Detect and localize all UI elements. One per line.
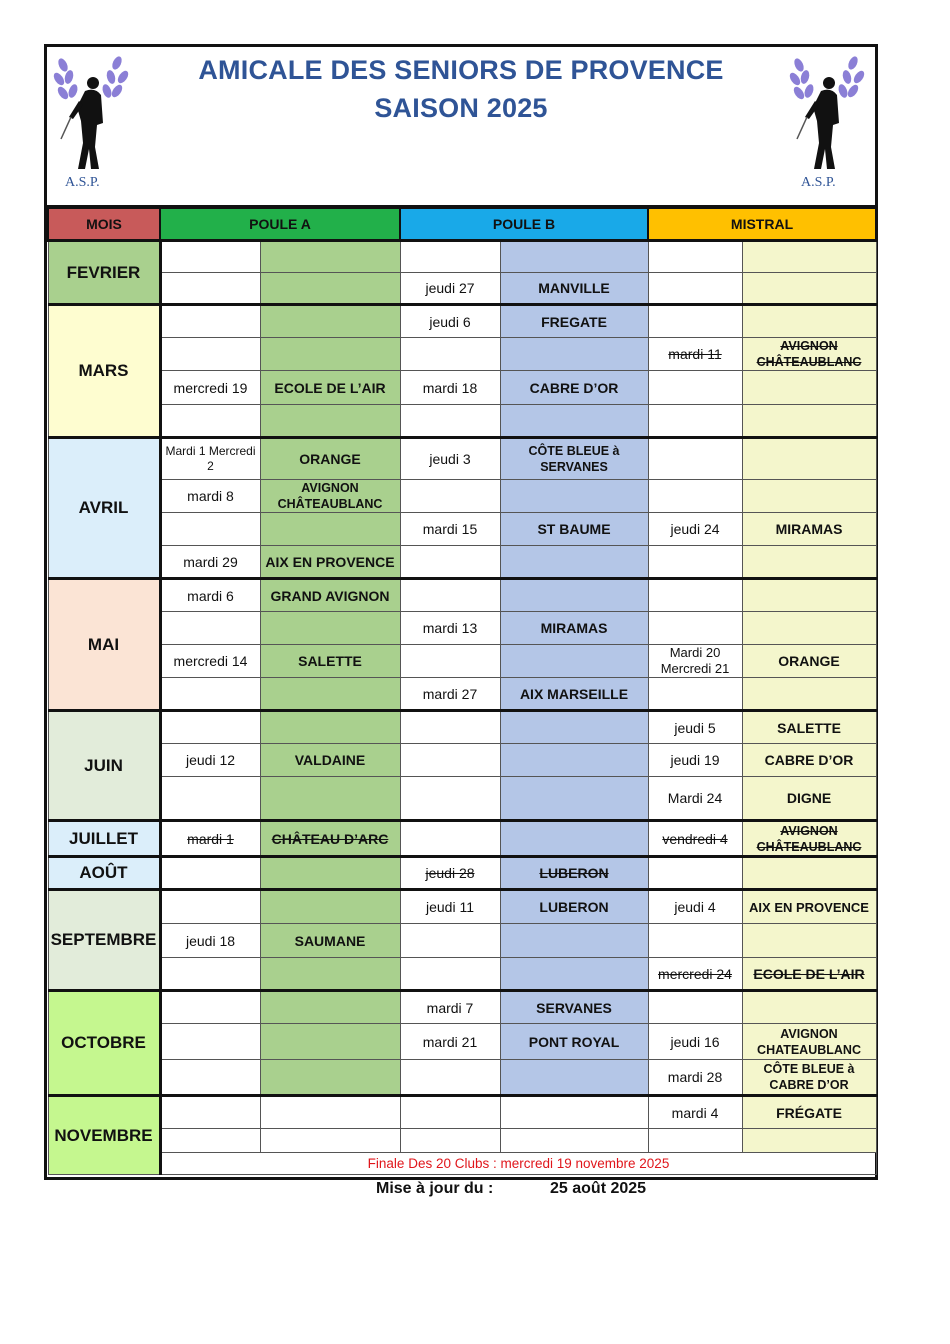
- table-row: [48, 1129, 876, 1153]
- a-date: mardi 1: [160, 821, 260, 857]
- m-date: jeudi 16: [648, 1024, 742, 1060]
- m-date: jeudi 19: [648, 744, 742, 777]
- b-date: [400, 821, 500, 857]
- table-row: [48, 1060, 876, 1096]
- b-date: [400, 405, 500, 438]
- table-row: [48, 405, 876, 438]
- table-row: [48, 890, 876, 924]
- table-row: [48, 821, 876, 857]
- month-aout: AOÛT: [48, 857, 160, 890]
- table-row: [48, 1096, 876, 1129]
- b-club: [500, 777, 648, 821]
- m-date: [648, 438, 742, 480]
- a-date: [160, 405, 260, 438]
- m-club: [742, 438, 876, 480]
- b-club: CÔTE BLEUE à SERVANES: [500, 438, 648, 480]
- a-club: [260, 777, 400, 821]
- month-fevrier: FEVRIER: [48, 241, 160, 305]
- m-club: [742, 305, 876, 338]
- m-date: mercredi 24: [648, 958, 742, 991]
- a-date: jeudi 12: [160, 744, 260, 777]
- table-row: [48, 958, 876, 991]
- table-row: [48, 678, 876, 711]
- b-date: [400, 1060, 500, 1096]
- b-date: jeudi 11: [400, 890, 500, 924]
- month-octobre: OCTOBRE: [48, 991, 160, 1096]
- m-date: [648, 991, 742, 1024]
- m-date: mardi 11: [648, 338, 742, 371]
- a-club: [260, 305, 400, 338]
- a-date: [160, 991, 260, 1024]
- a-date: mercredi 19: [160, 371, 260, 405]
- month-septembre: SEPTEMBRE: [48, 890, 160, 991]
- a-club: CHÂTEAU D’ARC: [260, 821, 400, 857]
- m-club: CABRE D’OR: [742, 744, 876, 777]
- b-date: [400, 338, 500, 371]
- m-date: [648, 612, 742, 645]
- table-row: [48, 579, 876, 612]
- b-club: [500, 645, 648, 678]
- m-date: [648, 241, 742, 273]
- b-date: mardi 18: [400, 371, 500, 405]
- m-club: [742, 273, 876, 305]
- table-row: [48, 924, 876, 958]
- b-club: AIX MARSEILLE: [500, 678, 648, 711]
- table-row: [48, 546, 876, 579]
- month-mars: MARS: [48, 305, 160, 438]
- month-juin: JUIN: [48, 711, 160, 821]
- b-club: [500, 1060, 648, 1096]
- m-club: MIRAMAS: [742, 513, 876, 546]
- m-club: DIGNE: [742, 777, 876, 821]
- table-row: [48, 305, 876, 338]
- m-club: FRÉGATE: [742, 1096, 876, 1129]
- b-date: jeudi 28: [400, 857, 500, 890]
- table-row: [48, 480, 876, 513]
- m-club: [742, 371, 876, 405]
- table-row: [48, 645, 876, 678]
- m-date: [648, 273, 742, 305]
- a-club: [260, 612, 400, 645]
- m-club: [742, 991, 876, 1024]
- m-club: [742, 579, 876, 612]
- asp-logo-text-right: A.S.P.: [801, 175, 836, 190]
- b-date: mardi 13: [400, 612, 500, 645]
- table-row: [48, 711, 876, 744]
- a-date: mardi 8: [160, 480, 260, 513]
- header-mois: MOIS: [48, 208, 160, 241]
- table-row: [48, 744, 876, 777]
- m-club: SALETTE: [742, 711, 876, 744]
- m-club: [742, 241, 876, 273]
- a-date: [160, 711, 260, 744]
- m-club: [742, 924, 876, 958]
- table-row: [48, 241, 876, 273]
- b-date: [400, 241, 500, 273]
- table-row: [48, 338, 876, 371]
- table-row: [48, 1024, 876, 1060]
- b-club: [500, 1129, 648, 1153]
- a-club: [260, 890, 400, 924]
- a-date: [160, 890, 260, 924]
- m-club: AVIGNON CHATEAUBLANC: [742, 1024, 876, 1060]
- b-date: [400, 645, 500, 678]
- m-date: jeudi 5: [648, 711, 742, 744]
- season-title: SAISON 2025: [374, 93, 548, 123]
- b-date: jeudi 27: [400, 273, 500, 305]
- b-club: [500, 958, 648, 991]
- a-club: [260, 678, 400, 711]
- m-club: ORANGE: [742, 645, 876, 678]
- table-row: [48, 612, 876, 645]
- a-club: [260, 991, 400, 1024]
- header-poule-b: POULE B: [400, 208, 648, 241]
- b-club: [500, 821, 648, 857]
- a-club: [260, 1024, 400, 1060]
- b-date: [400, 546, 500, 579]
- a-club: [260, 958, 400, 991]
- a-date: [160, 612, 260, 645]
- a-club: [260, 1129, 400, 1153]
- table-row: [48, 777, 876, 821]
- header-poule-a: POULE A: [160, 208, 400, 241]
- b-date: [400, 1096, 500, 1129]
- a-club: [260, 338, 400, 371]
- m-date: mardi 28: [648, 1060, 742, 1096]
- a-date: Mardi 1 Mercredi 2: [160, 438, 260, 480]
- a-date: [160, 513, 260, 546]
- m-club: [742, 546, 876, 579]
- table-row: [48, 273, 876, 305]
- golfer-lavender-icon: [787, 51, 869, 175]
- m-date: [648, 371, 742, 405]
- table-row: [48, 991, 876, 1024]
- b-club: [500, 241, 648, 273]
- m-club: AVIGNON CHÂTEAUBLANC: [742, 821, 876, 857]
- m-date: [648, 480, 742, 513]
- a-club: VALDAINE: [260, 744, 400, 777]
- m-date: [648, 924, 742, 958]
- b-date: [400, 480, 500, 513]
- b-club: CABRE D’OR: [500, 371, 648, 405]
- finale-note: Finale Des 20 Clubs : mercredi 19 novembre 2025: [160, 1153, 876, 1175]
- update-date: 25 août 2025: [550, 1180, 647, 1197]
- month-juillet: JUILLET: [48, 821, 160, 857]
- b-club: PONT ROYAL: [500, 1024, 648, 1060]
- schedule-table: [47, 207, 877, 1175]
- update-label: Mise à jour du :: [376, 1180, 494, 1197]
- column-header-row: [48, 208, 876, 241]
- b-club: FREGATE: [500, 305, 648, 338]
- b-club: [500, 546, 648, 579]
- m-date: [648, 857, 742, 890]
- m-club: CÔTE BLEUE à CABRE D’OR: [742, 1060, 876, 1096]
- table-row: [48, 513, 876, 546]
- m-club: [742, 612, 876, 645]
- b-club: LUBERON: [500, 857, 648, 890]
- a-club: GRAND AVIGNON: [260, 579, 400, 612]
- b-date: [400, 777, 500, 821]
- a-date: mardi 29: [160, 546, 260, 579]
- b-club: LUBERON: [500, 890, 648, 924]
- a-date: mardi 6: [160, 579, 260, 612]
- m-date: [648, 579, 742, 612]
- m-date: [648, 305, 742, 338]
- a-date: [160, 1129, 260, 1153]
- a-club: [260, 241, 400, 273]
- m-date: jeudi 4: [648, 890, 742, 924]
- asp-logo-text-left: A.S.P.: [65, 175, 100, 190]
- m-date: mardi 4: [648, 1096, 742, 1129]
- a-date: [160, 241, 260, 273]
- m-date: [648, 546, 742, 579]
- a-date: [160, 338, 260, 371]
- b-club: [500, 338, 648, 371]
- a-date: [160, 958, 260, 991]
- table-row: [48, 371, 876, 405]
- club-title: AMICALE DES SENIORS DE PROVENCE: [198, 55, 724, 85]
- a-club: SAUMANE: [260, 924, 400, 958]
- b-club: MANVILLE: [500, 273, 648, 305]
- m-club: AVIGNON CHÂTEAUBLANC: [742, 338, 876, 371]
- a-club: [260, 711, 400, 744]
- b-date: [400, 744, 500, 777]
- b-date: [400, 1129, 500, 1153]
- a-date: [160, 305, 260, 338]
- b-club: [500, 405, 648, 438]
- m-club: [742, 678, 876, 711]
- a-date: [160, 273, 260, 305]
- b-date: mardi 7: [400, 991, 500, 1024]
- a-club: AIX EN PROVENCE: [260, 546, 400, 579]
- m-club: [742, 1129, 876, 1153]
- asp-logo-right: [787, 51, 869, 191]
- a-club: [260, 405, 400, 438]
- m-date: jeudi 24: [648, 513, 742, 546]
- a-club: [260, 857, 400, 890]
- a-date: jeudi 18: [160, 924, 260, 958]
- a-date: [160, 678, 260, 711]
- b-date: [400, 958, 500, 991]
- month-avril: AVRIL: [48, 438, 160, 579]
- a-club: [260, 1060, 400, 1096]
- a-club: [260, 273, 400, 305]
- table-row: [48, 438, 876, 480]
- b-date: [400, 711, 500, 744]
- m-club: [742, 480, 876, 513]
- a-date: [160, 857, 260, 890]
- a-club: [260, 513, 400, 546]
- m-date: Mardi 24: [648, 777, 742, 821]
- b-date: [400, 579, 500, 612]
- m-date: [648, 678, 742, 711]
- b-club: MIRAMAS: [500, 612, 648, 645]
- a-date: [160, 777, 260, 821]
- b-date: mardi 27: [400, 678, 500, 711]
- b-club: ST BAUME: [500, 513, 648, 546]
- schedule-frame: [44, 44, 878, 1180]
- a-club: SALETTE: [260, 645, 400, 678]
- m-club: [742, 857, 876, 890]
- b-date: jeudi 3: [400, 438, 500, 480]
- a-date: [160, 1060, 260, 1096]
- b-club: [500, 924, 648, 958]
- header-mistral: MISTRAL: [648, 208, 876, 241]
- b-club: [500, 744, 648, 777]
- b-club: SERVANES: [500, 991, 648, 1024]
- a-club: [260, 1096, 400, 1129]
- m-club: AIX EN PROVENCE: [742, 890, 876, 924]
- a-date: [160, 1096, 260, 1129]
- m-club: [742, 405, 876, 438]
- a-date: mercredi 14: [160, 645, 260, 678]
- m-date: vendredi 4: [648, 821, 742, 857]
- month-novembre: NOVEMBRE: [48, 1096, 160, 1175]
- a-club: ORANGE: [260, 438, 400, 480]
- m-club: ECOLE DE L’AIR: [742, 958, 876, 991]
- b-club: [500, 579, 648, 612]
- finale-row: [48, 1153, 876, 1175]
- b-date: jeudi 6: [400, 305, 500, 338]
- b-club: [500, 711, 648, 744]
- b-date: mardi 21: [400, 1024, 500, 1060]
- a-date: [160, 1024, 260, 1060]
- m-date: [648, 405, 742, 438]
- b-club: [500, 480, 648, 513]
- b-club: [500, 1096, 648, 1129]
- month-mai: MAI: [48, 579, 160, 711]
- header: [47, 47, 875, 207]
- a-club: ECOLE DE L’AIR: [260, 371, 400, 405]
- b-date: mardi 15: [400, 513, 500, 546]
- table-row: [48, 857, 876, 890]
- m-date: Mardi 20 Mercredi 21: [648, 645, 742, 678]
- a-club: AVIGNON CHÂTEAUBLANC: [260, 480, 400, 513]
- b-date: [400, 924, 500, 958]
- m-date: [648, 1129, 742, 1153]
